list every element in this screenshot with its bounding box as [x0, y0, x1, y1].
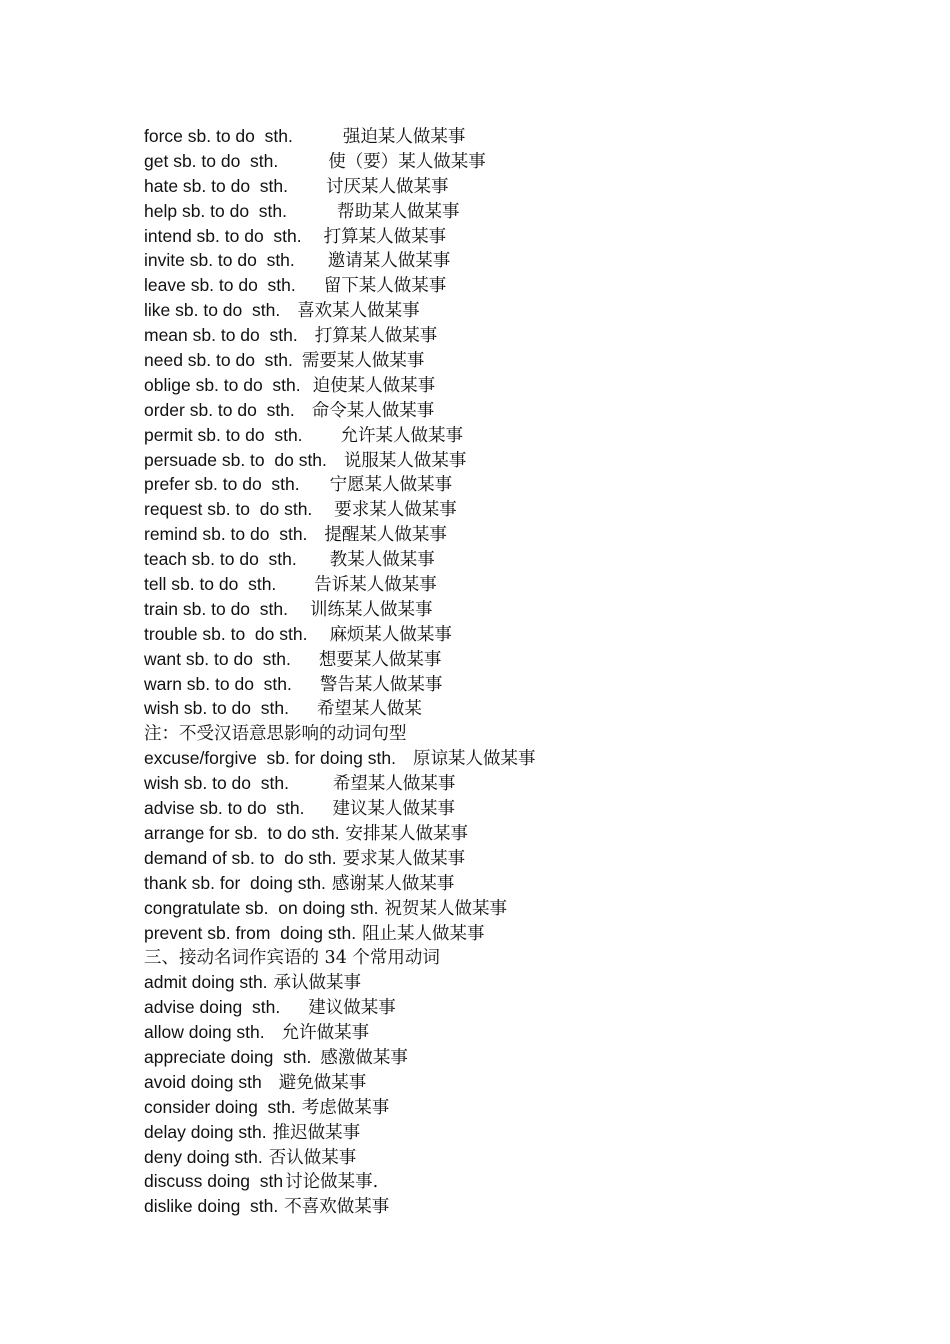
chinese-meaning: 阻止某人做某事	[362, 923, 485, 944]
english-phrase: discuss doing sth	[144, 1171, 284, 1192]
chinese-meaning: 告诉某人做某事	[314, 575, 437, 596]
phrase-line	[144, 1169, 904, 1194]
english-phrase: leave sb. to do sth.	[144, 275, 296, 296]
phrase-line	[144, 1045, 904, 1070]
english-phrase: mean sb. to do sth.	[144, 325, 298, 346]
chinese-meaning: 希望某人做某事	[332, 774, 456, 795]
chinese-meaning: 迫使某人做某事	[312, 375, 436, 396]
english-phrase: avoid doing sth	[144, 1071, 262, 1092]
phrase-line	[144, 721, 904, 746]
chinese-meaning: 讨论做某事.	[285, 1172, 379, 1193]
english-phrase: hate sb. to do sth.	[144, 175, 288, 196]
chinese-meaning: 留下某人做某事	[323, 276, 447, 297]
phrase-line	[144, 497, 904, 522]
phrase-line	[144, 1194, 904, 1219]
english-phrase: advise sb. to do sth.	[144, 798, 305, 819]
chinese-meaning: 宁愿某人做某事	[329, 475, 453, 496]
phrase-line	[144, 995, 904, 1020]
english-phrase: tell sb. to do sth.	[144, 574, 277, 595]
phrase-line	[144, 771, 904, 796]
english-phrase: train sb. to do sth.	[144, 598, 288, 619]
english-phrase: remind sb. to do sth.	[144, 524, 308, 545]
english-phrase: wish sb. to do sth.	[144, 773, 289, 794]
phrase-line	[144, 522, 904, 547]
phrase-line	[144, 174, 904, 199]
phrase-line	[144, 672, 904, 697]
chinese-meaning: 要求某人做某事	[342, 848, 466, 869]
chinese-meaning: 命令某人做某事	[311, 400, 435, 421]
english-phrase: advise doing sth.	[144, 997, 281, 1018]
chinese-meaning: 需要某人做某事	[301, 351, 425, 372]
chinese-meaning: 建议某人做某事	[332, 799, 456, 820]
english-phrase: help sb. to do sth.	[144, 200, 288, 221]
english-phrase: need sb. to do sth.	[144, 350, 293, 371]
english-phrase: force sb. to do sth.	[144, 126, 293, 146]
phrase-line	[144, 472, 904, 497]
english-phrase: allow doing sth.	[144, 1022, 265, 1043]
english-phrase: intend sb. to do sth.	[144, 225, 302, 246]
chinese-meaning: 不喜欢做某事	[284, 1197, 390, 1218]
chinese-meaning: 祝贺某人做某事	[384, 898, 507, 919]
phrase-line	[144, 1020, 904, 1045]
phrase-line	[144, 796, 904, 821]
chinese-meaning: 提醒某人做某事	[324, 525, 447, 546]
english-phrase: prefer sb. to do sth.	[144, 474, 300, 495]
english-phrase: thank sb. for doing sth.	[144, 872, 326, 893]
phrase-line	[144, 448, 904, 473]
english-phrase: dislike doing sth.	[144, 1196, 279, 1217]
section-note: 注：不受汉语意思影响的动词句型	[144, 724, 407, 745]
chinese-meaning: 感谢某人做某事	[331, 873, 455, 894]
phrase-line	[144, 124, 904, 149]
chinese-meaning: 安排某人做某事	[345, 823, 469, 844]
phrase-line	[144, 398, 904, 423]
english-phrase: oblige sb. to do sth.	[144, 374, 301, 395]
english-phrase: like sb. to do sth.	[144, 300, 281, 321]
phrase-line	[144, 572, 904, 597]
phrase-line	[144, 821, 904, 846]
english-phrase: arrange for sb. to do sth.	[144, 822, 340, 843]
phrase-line	[144, 647, 904, 672]
english-phrase: order sb. to do sth.	[144, 399, 295, 420]
chinese-meaning: 训练某人做某事	[309, 599, 433, 620]
english-phrase: get sb. to do sth.	[144, 150, 279, 171]
english-phrase: trouble sb. to do sth.	[144, 623, 308, 644]
chinese-meaning: 讨厌某人做某事	[325, 176, 449, 197]
phrase-line	[144, 871, 904, 896]
phrase-line	[144, 1120, 904, 1145]
chinese-meaning: 承认做某事	[273, 973, 362, 994]
chinese-meaning: 打算某人做某事	[314, 326, 438, 347]
phrase-line	[144, 846, 904, 871]
chinese-meaning: 邀请某人做某事	[327, 251, 451, 272]
english-phrase: excuse/forgive sb. for doing sth.	[144, 748, 396, 769]
chinese-meaning: 允许做某事	[281, 1023, 370, 1044]
phrase-line	[144, 248, 904, 273]
section-note: 三、接动名词作宾语的 34 个常用动词	[144, 948, 440, 969]
chinese-meaning: 推迟做某事	[272, 1122, 361, 1143]
phrase-line	[144, 597, 904, 622]
english-phrase: congratulate sb. on doing sth.	[144, 897, 379, 918]
phrase-line	[144, 547, 904, 572]
phrase-line	[144, 896, 904, 921]
chinese-meaning: 避免做某事	[278, 1072, 367, 1093]
chinese-meaning: 建议做某事	[308, 998, 396, 1019]
english-phrase: permit sb. to do sth.	[144, 424, 303, 445]
chinese-meaning: 否认做某事	[268, 1147, 357, 1168]
chinese-meaning: 考虑做某事	[301, 1097, 390, 1118]
chinese-meaning: 要求某人做某事	[334, 500, 457, 521]
english-phrase: admit doing sth.	[144, 972, 268, 993]
phrase-line	[144, 970, 904, 995]
phrase-line	[144, 373, 904, 398]
english-phrase: delay doing sth.	[144, 1121, 267, 1142]
phrase-line	[144, 746, 904, 771]
chinese-meaning: 感激做某事	[320, 1047, 408, 1068]
phrase-line	[144, 423, 904, 448]
phrase-line	[144, 273, 904, 298]
phrase-line	[144, 149, 904, 174]
phrase-line	[144, 1095, 904, 1120]
chinese-meaning: 喜欢某人做某事	[297, 301, 420, 322]
chinese-meaning: 强迫某人做某事	[342, 127, 466, 147]
chinese-meaning: 允许某人做某事	[340, 425, 464, 446]
phrase-line	[144, 348, 904, 373]
phrase-line	[144, 1145, 904, 1170]
english-phrase: want sb. to do sth.	[144, 648, 291, 669]
phrase-list	[144, 124, 904, 1219]
phrase-line	[144, 622, 904, 647]
phrase-line	[144, 921, 904, 946]
chinese-meaning: 希望某人做某	[316, 699, 422, 720]
phrase-line	[144, 1070, 904, 1095]
english-phrase: appreciate doing sth.	[144, 1046, 312, 1067]
chinese-meaning: 教某人做某事	[329, 550, 435, 571]
english-phrase: prevent sb. from doing sth.	[144, 922, 357, 943]
english-phrase: consider doing sth.	[144, 1096, 296, 1117]
english-phrase: request sb. to do sth.	[144, 499, 313, 520]
phrase-line	[144, 298, 904, 323]
phrase-line	[144, 224, 904, 249]
english-phrase: persuade sb. to do sth.	[144, 449, 327, 470]
phrase-line	[144, 945, 904, 970]
chinese-meaning: 打算某人做某事	[323, 226, 447, 247]
english-phrase: demand of sb. to do sth.	[144, 847, 337, 868]
phrase-line	[144, 696, 904, 721]
chinese-meaning: 使（要）某人做某事	[328, 151, 486, 172]
english-phrase: invite sb. to do sth.	[144, 250, 295, 271]
chinese-meaning: 原谅某人做某事	[412, 749, 536, 770]
english-phrase: deny doing sth.	[144, 1146, 263, 1167]
chinese-meaning: 帮助某人做某事	[337, 201, 460, 222]
chinese-meaning: 警告某人做某事	[319, 674, 443, 695]
english-phrase: teach sb. to do sth.	[144, 549, 297, 570]
chinese-meaning: 说服某人做某事	[343, 450, 467, 471]
chinese-meaning: 想要某人做某事	[318, 649, 442, 670]
phrase-line	[144, 199, 904, 224]
phrase-line	[144, 323, 904, 348]
chinese-meaning: 麻烦某人做某事	[329, 624, 452, 645]
english-phrase: warn sb. to do sth.	[144, 673, 292, 694]
english-phrase: wish sb. to do sth.	[144, 698, 289, 719]
